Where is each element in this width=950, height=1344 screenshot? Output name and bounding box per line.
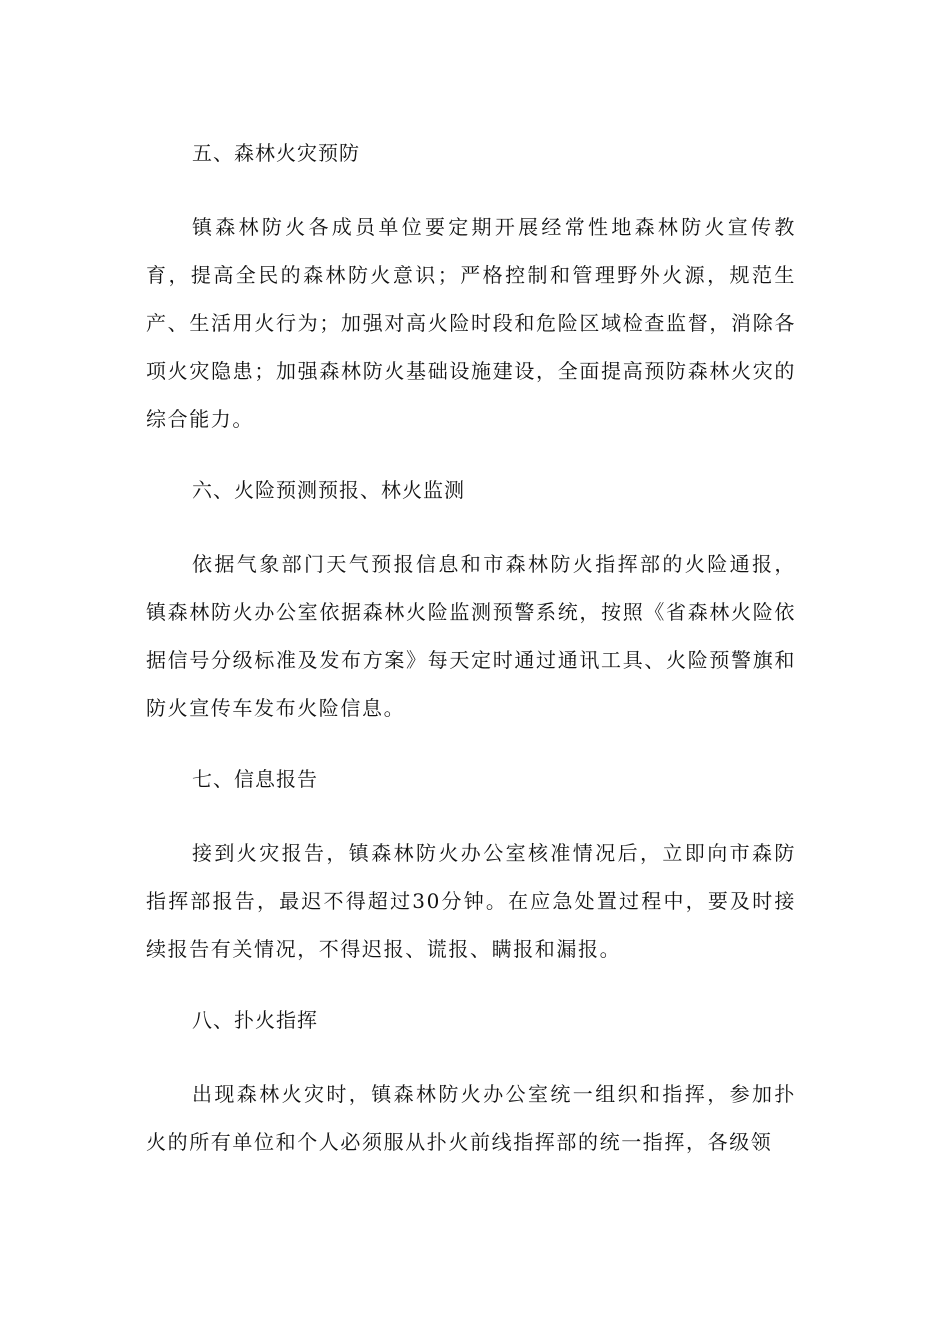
section-heading-fire-risk-forecast: 六、火险预测预报、林火监测 <box>192 478 465 502</box>
section-paragraph-information-report: 接到火灾报告，镇森林防火办公室核准情况后，立即向市森防指挥部报告，最迟不得超过30分钟。在应急处置过程中，要及时接续报告有关情况，不得迟报、谎报、瞒报和漏报。 <box>146 841 796 961</box>
section-heading-information-report: 七、信息报告 <box>192 767 318 791</box>
section-paragraph-forest-fire-prevention: 镇森林防火各成员单位要定期开展经常性地森林防火宣传教育，提高全民的森林防火意识；严格控制和管理野外火源，规范生产、生活用火行为；加强对高火险时段和危险区域检查监督，消除各项火灾隐患；加强森林防火基础设施建设，全面提高预防森林火灾的综合能力。 <box>146 215 796 431</box>
document-body <box>146 136 796 1166</box>
section-paragraph-fire-risk-forecast: 依据气象部门天气预报信息和市森林防火指挥部的火险通报，镇森林防火办公室依据森林火险监测预警系统，按照《省森林火险依据信号分级标准及发布方案》每天定时通过通讯工具、火险预警旗和防火宣传车发布火险信息。 <box>146 552 796 720</box>
section-heading-forest-fire-prevention: 五、森林火灾预防 <box>192 141 360 165</box>
section-heading-firefighting-command: 八、扑火指挥 <box>192 1008 318 1032</box>
section-paragraph-firefighting-command: 出现森林火灾时，镇森林防火办公室统一组织和指挥，参加扑火的所有单位和个人必须服从扑火前线指挥部的统一指挥，各级领 <box>146 1082 796 1154</box>
